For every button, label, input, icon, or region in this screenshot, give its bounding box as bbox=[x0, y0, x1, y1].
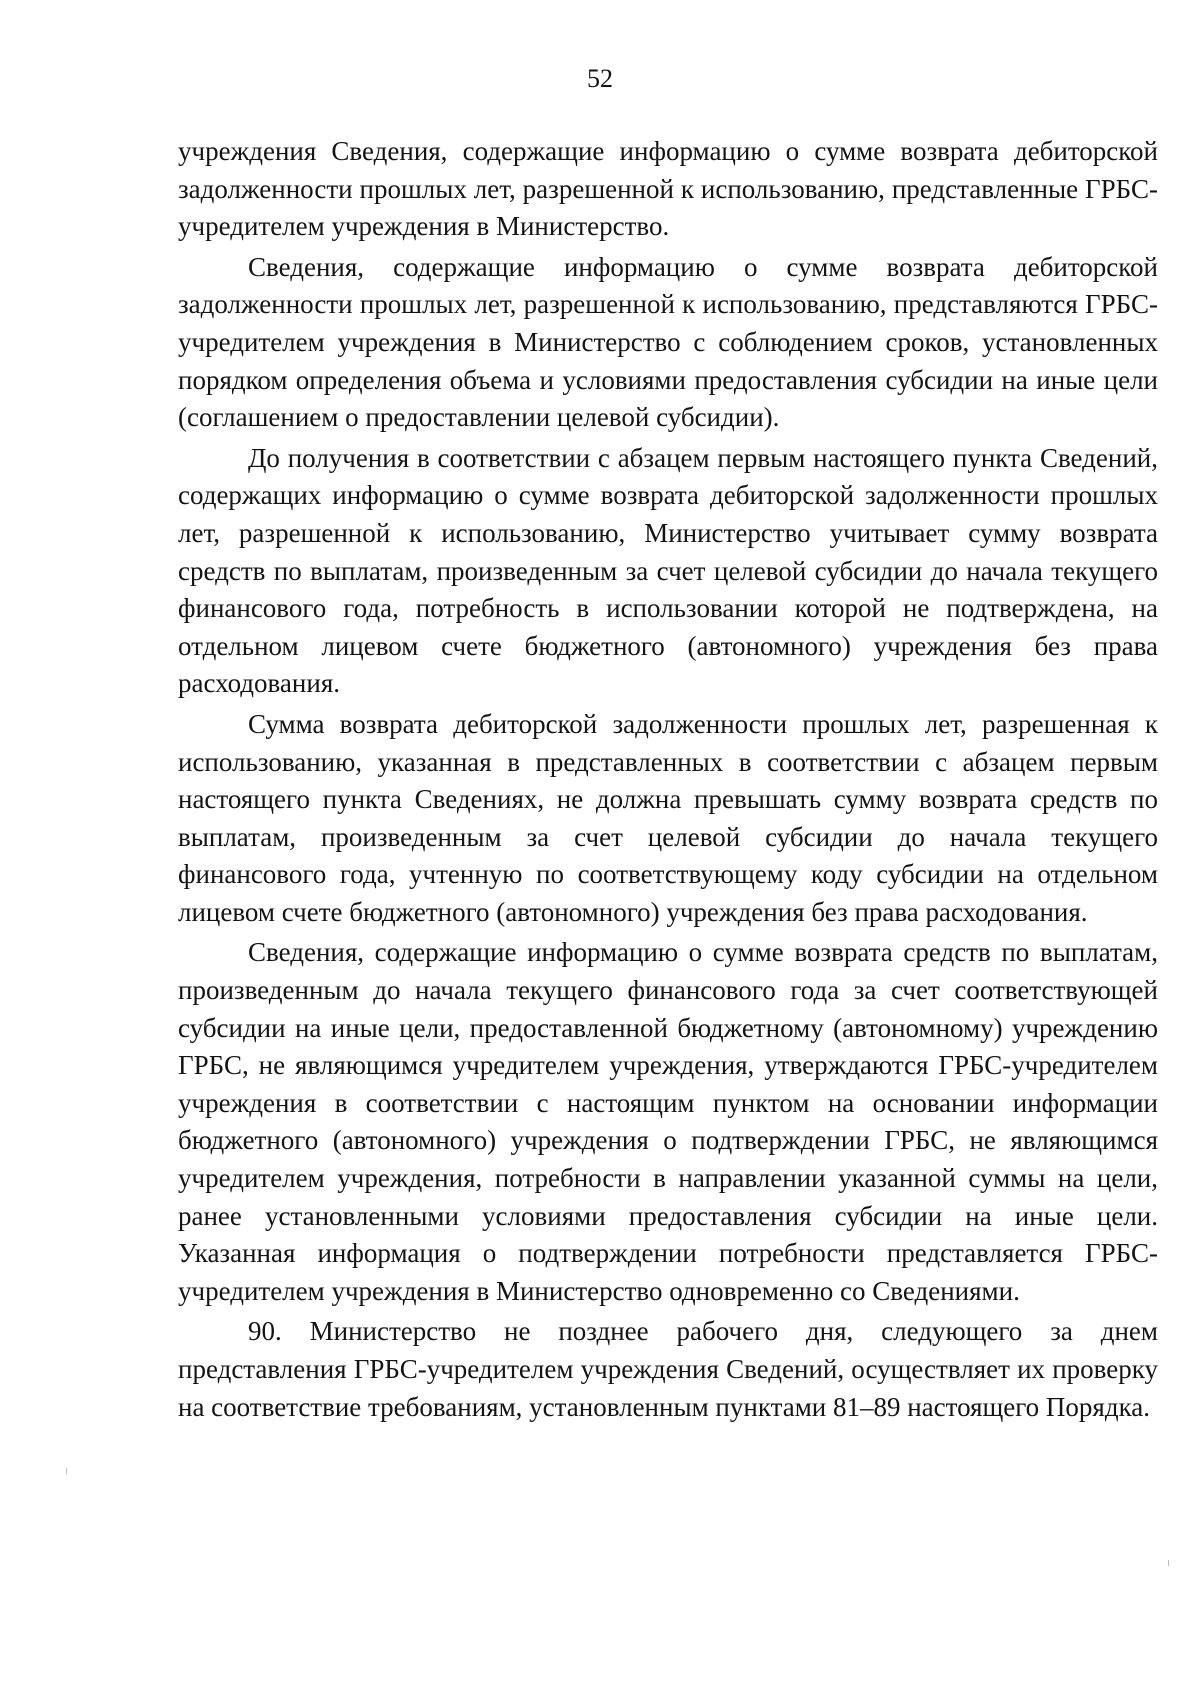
paragraph-approval-by-grbs: Сведения, содержащие информацию о сумме возврата средств по выплатам, произведенным до начала текущего финансового года за счет соответствующей субсидии на иные цели, предоставленной бюджетному (автономному) учреждению ГРБС, не являющимся учредителем учреждения, утверждаются ГРБС-учредителем учреждения в соответствии с настоящим пунктом на основании информации бюджетного (автономного) учреждения о подтверждении ГРБС, не являющимся учредителем учреждения, потребности в направлении указанной суммы на цели, ранее установленными условиями предоставления субсидии на иные цели. Указанная информация о подтверждении потребности представляется ГРБС-учредителем учреждения в Министерство одновременно со Сведениями. bbox=[178, 937, 1158, 1306]
paragraph-amount-limit: Сумма возврата дебиторской задолженности прошлых лет, разрешенная к использованию, указанная в представленных в соответствии с абзацем первым настоящего пункта Сведениях, не должна превышать сумму возврата средств по выплатам, произведенным за счет целевой субсидии до начала текущего финансового года, учтенную по соответствующему коду субсидии на отдельном лицевом счете бюджетного (автономного) учреждения без права расходования. bbox=[178, 708, 1158, 927]
scan-artifact bbox=[66, 1468, 67, 1474]
paragraph-reporting-procedure: Сведения, содержащие информацию о сумме возврата дебиторской задолженности прошлых лет, разрешенной к использованию, представляются ГРБС-учредителем учреждения в Министерство с соблюдением сроков, установленных порядком определения объема и условиями предоставления субсидии на иные цели (соглашением о предоставлении целевой субсидии). bbox=[178, 251, 1158, 433]
paragraph-before-receipt: До получения в соответствии с абзацем первым настоящего пункта Сведений, содержащих информацию о сумме возврата дебиторской задолженности прошлых лет, разрешенной к использованию, Министерство учитывает сумму возврата средств по выплатам, произведенным за счет целевой субсидии до начала текущего финансового года, потребность в использовании которой не подтверждена, на отдельном лицевом счете бюджетного (автономного) учреждения без права расходования. bbox=[178, 442, 1158, 699]
paragraph-item-90: 90. Министерство не позднее рабочего дня, следующего за днем представления ГРБС-учредителем учреждения Сведений, осуществляет их проверку на соответствие требованиям, установленным пунктами 81–89 настоящего Порядка. bbox=[178, 1316, 1158, 1422]
page-number: 52 bbox=[587, 64, 613, 93]
paragraph-continuation: учреждения Сведения, содержащие информацию о сумме возврата дебиторской задолженности прошлых лет, разрешенной к использованию, представленные ГРБС-учредителем учреждения в Министерство. bbox=[178, 136, 1158, 242]
document-body bbox=[178, 133, 1158, 1426]
scan-artifact bbox=[1168, 1560, 1169, 1566]
